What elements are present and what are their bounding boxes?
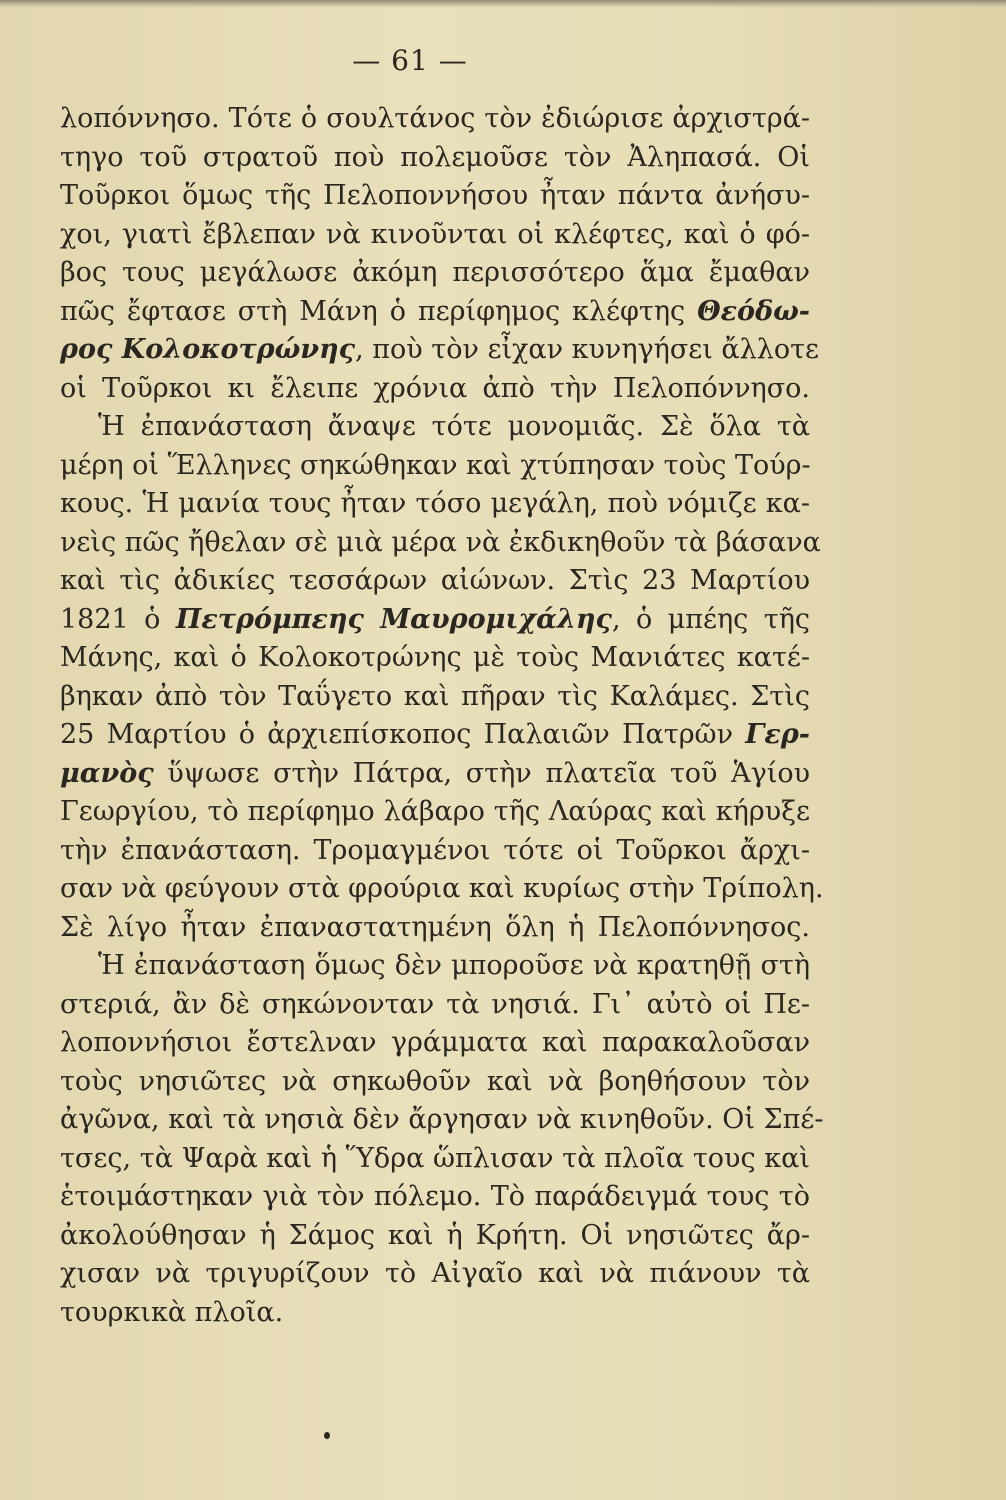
text-line-content [60,485,810,524]
text-run: Ἡ ἐπανάσταση ὅμως δὲν μποροῦσε νὰ κρατηθῇ στὴ [98,950,810,981]
text-line-content [60,216,810,255]
emphasized-name: Γερ- [745,719,810,750]
text-line-content [60,1140,810,1179]
text-line-content [60,793,810,832]
text-run: βος τους μεγάλωσε ἀκόμη περισσότερο ἅμα ἔμαθαν [60,257,810,288]
text-line [60,947,810,986]
text-run: 1821 ὁ [60,603,176,635]
text-run: πῶς ἔφτασε στὴ Μάνη ὁ περίφημος κλέφτης [60,295,698,327]
text-line-content [60,524,821,563]
text-run: σαν νὰ φεύγουν στὰ φρούρια καὶ κυρίως στὴν Τρίπολη. [60,873,824,904]
text-line [60,447,810,486]
text-line-content [60,1255,810,1294]
emphasized-name: Θεόδω- [697,295,810,327]
text-run: καὶ τὶς ἀδικίες τεσσάρων αἰώνων. Στὶς 23 Μαρτίου [60,565,810,596]
text-line-content [60,601,810,640]
emphasized-name: ρος Κολοκοτρώνης [60,334,356,365]
text-line [60,1140,810,1179]
text-line-content [98,408,810,447]
text-run: βηκαν ἀπὸ τὸν Ταΰγετο καὶ πῆραν τὶς Καλάμες. Στὶς [60,680,810,712]
text-line [60,370,810,409]
text-line [60,216,810,255]
text-line-content [60,1101,824,1140]
text-line [60,639,810,678]
text-run: νεὶς πῶς ἤθελαν σὲ μιὰ μέρα νὰ ἐκδικηθοῦν τὰ βάσανα [60,526,821,558]
text-run: χοι, γιατὶ ἔβλεπαν νὰ κινοῦνται οἱ κλέφτες, καὶ ὁ φό- [60,218,810,250]
text-line [60,1255,810,1294]
text-line-content [60,1063,810,1102]
text-line [60,562,810,601]
text-line [60,1024,810,1063]
text-line-content [60,870,824,909]
text-line [60,1101,824,1140]
text-line-content [60,678,810,717]
text-run: τσες, τὰ Ψαρὰ καὶ ἡ Ὕδρα ὥπλισαν τὰ πλοῖα τους καὶ [60,1142,810,1174]
text-line-content [60,254,810,293]
text-line [60,793,810,832]
text-line-content [60,755,810,794]
emphasized-name: Πετρόμπεης Μαυρομιχάλης [175,603,612,635]
text-line [60,909,810,948]
text-line [60,485,810,524]
text-run: τηγο τοῦ στρατοῦ ποὺ πολεμοῦσε τὸν Ἀληπασά. Οἱ [60,141,810,173]
emphasized-name: μανὸς [60,757,154,789]
text-run: Σὲ λίγο ἦταν ἐπαναστατημένη ὅλη ἡ Πελοπόννησος. [60,911,810,943]
text-line-content [60,447,811,486]
text-line-content [60,832,810,871]
text-line [60,986,810,1025]
text-line [60,331,820,370]
text-line [60,254,810,293]
text-line-content [60,100,810,139]
text-line [60,678,810,717]
text-line [60,832,810,871]
text-line-content [60,1217,810,1256]
text-run: μέρη οἱ Ἕλληνες σηκώθηκαν καὶ χτύπησαν τοὺς Τούρ- [60,449,811,481]
body-text [60,100,824,1332]
text-line [60,1294,810,1333]
text-line [60,1217,810,1256]
page-number: — 61 — [352,44,468,77]
text-line-content [60,370,810,409]
ink-speck [324,1432,330,1439]
text-run: Ἡ ἐπανάσταση ἄναψε τότε μονομιᾶς. Σὲ ὅλα τὰ [98,411,810,442]
text-run: τοὺς νησιῶτες νὰ σηκωθοῦν καὶ νὰ βοηθήσουν τὸν [60,1065,810,1097]
text-line-content [60,1294,283,1333]
text-line [60,100,810,139]
text-run: ἑτοιμάστηκαν γιὰ τὸν πόλεμο. Τὸ παράδειγμά τους τὸ [60,1181,810,1212]
text-line [60,601,810,640]
text-line [60,716,810,755]
text-run: λοποννήσιοι ἔστελναν γράμματα καὶ παρακαλοῦσαν [60,1027,810,1058]
text-line-content [60,639,810,678]
text-line-content [60,177,810,216]
text-line-content [60,331,819,370]
text-run: ἀκολούθησαν ἡ Σάμος καὶ ἡ Κρήτη. Οἱ νησιῶτες ἄρ- [60,1219,810,1251]
text-line-content [60,293,810,332]
text-line-content [60,909,810,948]
text-run: στεριά, ἂν δὲ σηκώνονταν τὰ νησιά. Γι᾽ αὐτὸ οἱ Πε- [60,988,810,1020]
text-run: Γεωργίου, τὸ περίφημο λάβαρο τῆς Λαύρας καὶ κήρυξε [60,796,810,827]
text-run: ὕψωσε στὴν Πάτρα, στὴν πλατεῖα τοῦ Ἁγίου [153,757,810,789]
page-top-edge [0,0,1006,8]
text-run: χισαν νὰ τριγυρίζουν τὸ Αἰγαῖο καὶ νὰ πιάνουν τὰ [60,1258,810,1289]
text-run: , ποὺ τὸν εἶχαν κυνηγήσει ἄλλοτε [355,334,820,365]
text-line [60,1063,810,1102]
text-run: 25 Μαρτίου ὁ ἀρχιεπίσκοπος Παλαιῶν Πατρῶν [60,719,746,750]
text-line-content [98,947,810,986]
text-run: οἱ Τοῦρκοι κι ἔλειπε χρόνια ἀπὸ τὴν Πελοπόννησο. [60,372,810,404]
text-line [60,524,821,563]
text-line [60,408,810,447]
text-line [60,1178,810,1217]
text-run: τουρκικὰ πλοῖα. [60,1296,284,1328]
text-line [60,293,810,332]
text-line-content [60,139,810,178]
text-run: ἀγῶνα, καὶ τὰ νησιὰ δὲν ἄργησαν νὰ κινηθοῦν. Οἱ Σπέ- [60,1104,824,1135]
text-line-content [60,1024,810,1063]
text-run: Μάνης, καὶ ὁ Κολοκοτρώνης μὲ τοὺς Μανιάτες κατέ- [60,642,810,673]
text-line-content [60,1178,810,1217]
text-line-content [60,716,810,755]
text-line [60,870,824,909]
text-run: κους. Ἡ μανία τους ἦταν τόσο μεγάλη, ποὺ νόμιζε κα- [60,488,810,519]
text-run: τὴν ἐπανάσταση. Τρομαγμένοι τότε οἱ Τοῦρκοι ἄρχι- [60,834,810,866]
text-line-content [60,562,810,601]
text-run: λοπόννησο. Τότε ὁ σουλτάνος τὸν ἐδιώρισε ἀρχιστρά- [60,103,810,134]
text-line [60,755,810,794]
text-run: Τοῦρκοι ὅμως τῆς Πελοποννήσου ἦταν πάντα ἀνήσυ- [60,180,810,211]
text-run: , ὁ μπέης τῆς [611,603,810,635]
text-line [60,177,810,216]
text-line-content [60,986,810,1025]
text-line [60,139,810,178]
